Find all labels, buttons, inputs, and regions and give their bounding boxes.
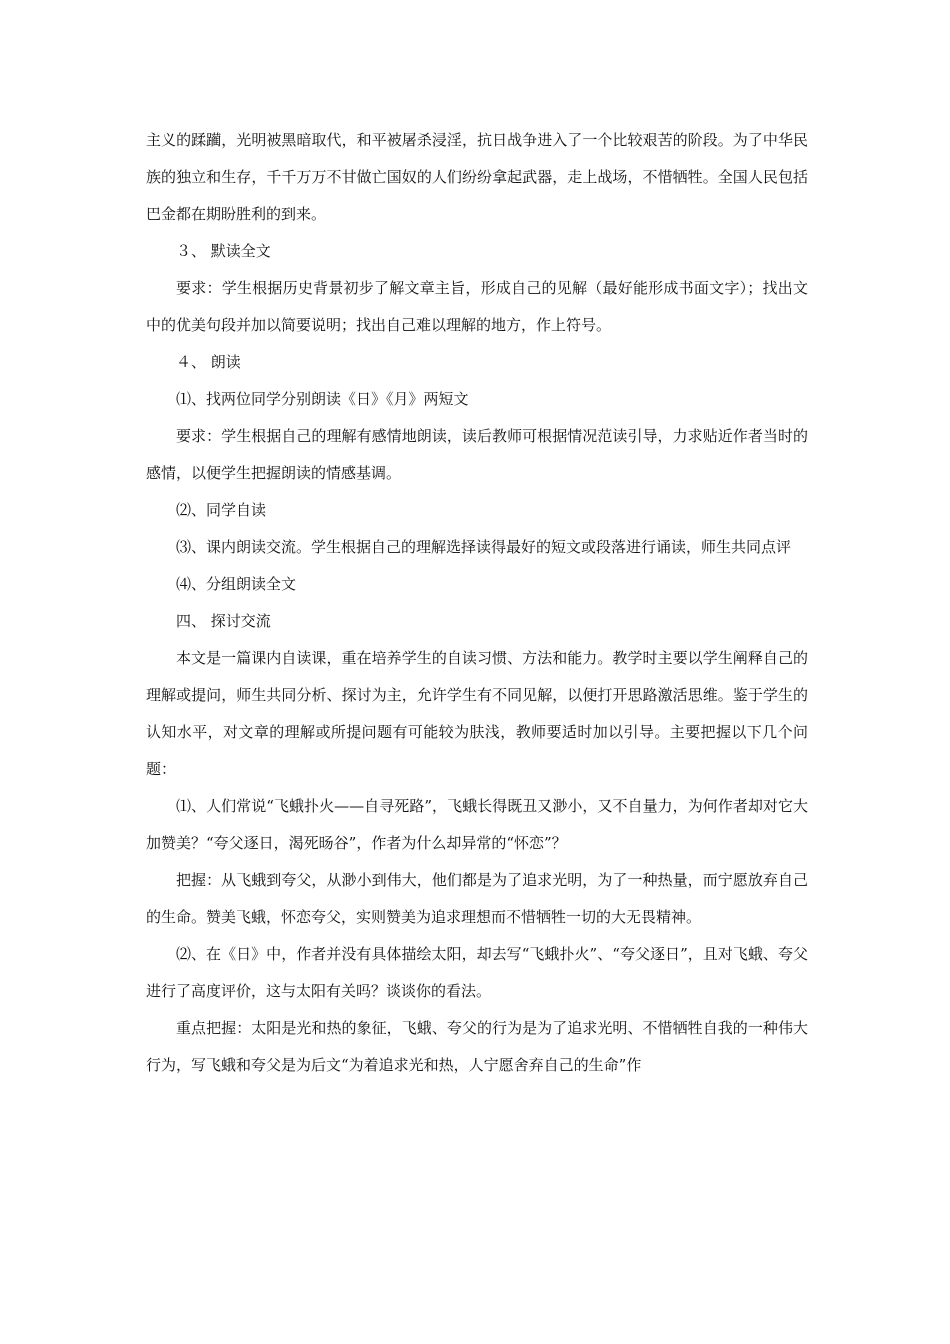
document-page bbox=[146, 122, 808, 1084]
question-2: ⑵、在《日》中，作者并没有具体描绘太阳，却去写“飞蛾扑火”、“夸父逐日”，且对飞蛾、夸父进行了高度评价，这与太阳有关吗？谈谈你的看法。 bbox=[146, 945, 808, 1000]
heading-reading-aloud: ４、 朗读 bbox=[176, 353, 241, 371]
paragraph-silent-reading-requirement: 要求：学生根据历史背景初步了解文章主旨，形成自己的见解（最好能形成书面文字）；找出文中的优美句段并加以简要说明；找出自己难以理解的地方，作上符号。 bbox=[146, 279, 808, 334]
list-item-reading-1: ⑴、找两位同学分别朗读《日》《月》两短文 bbox=[176, 390, 469, 408]
answer-2: 重点把握：太阳是光和热的象征，飞蛾、夸父的行为是为了追求光明、不惜牺牲自我的一种伟大行为，写飞蛾和夸父是为后文“为着追求光和热，人宁愿舍弃自己的生命”作 bbox=[146, 1019, 808, 1074]
list-item-reading-4: ⑷、分组朗读全文 bbox=[176, 575, 297, 593]
paragraph-intro: 主义的蹂躏，光明被黑暗取代，和平被屠杀浸淫，抗日战争进入了一个比较艰苦的阶段。为了中华民族的独立和生存，千千万万不甘做亡国奴的人们纷纷拿起武器，走上战场，不惜牺牲。全国人民包括巴金都在期盼胜利的到来。 bbox=[146, 131, 808, 223]
heading-discussion: 四、 探讨交流 bbox=[176, 612, 271, 630]
paragraph-reading-requirement: 要求：学生根据自己的理解有感情地朗读，读后教师可根据情况范读引导，力求贴近作者当时的感情，以便学生把握朗读的情感基调。 bbox=[146, 427, 808, 482]
paragraph-discussion-intro: 本文是一篇课内自读课，重在培养学生的自读习惯、方法和能力。教学时主要以学生阐释自己的理解或提问，师生共同分析、探讨为主，允许学生有不同见解，以便打开思路激活思维。鉴于学生的认知水平，对文章的理解或所提问题有可能较为肤浅，教师要适时加以引导。主要把握以下几个问题： bbox=[146, 649, 808, 778]
answer-1: 把握：从飞蛾到夸父，从渺小到伟大，他们都是为了追求光明，为了一种热量，而宁愿放弃自己的生命。赞美飞蛾，怀恋夸父，实则赞美为追求理想而不惜牺牲一切的大无畏精神。 bbox=[146, 871, 808, 926]
list-item-reading-2: ⑵、同学自读 bbox=[176, 501, 267, 519]
list-item-reading-3: ⑶、课内朗读交流。学生根据自己的理解选择读得最好的短文或段落进行诵读，师生共同点评 bbox=[176, 538, 792, 556]
question-1: ⑴、人们常说“飞蛾扑火——自寻死路”，飞蛾长得既丑又渺小，又不自量力，为何作者却对它大加赞美？“夸父逐日，渴死旸谷”，作者为什么却异常的“怀恋”？ bbox=[146, 797, 808, 852]
heading-silent-reading: ３、 默读全文 bbox=[176, 242, 271, 260]
